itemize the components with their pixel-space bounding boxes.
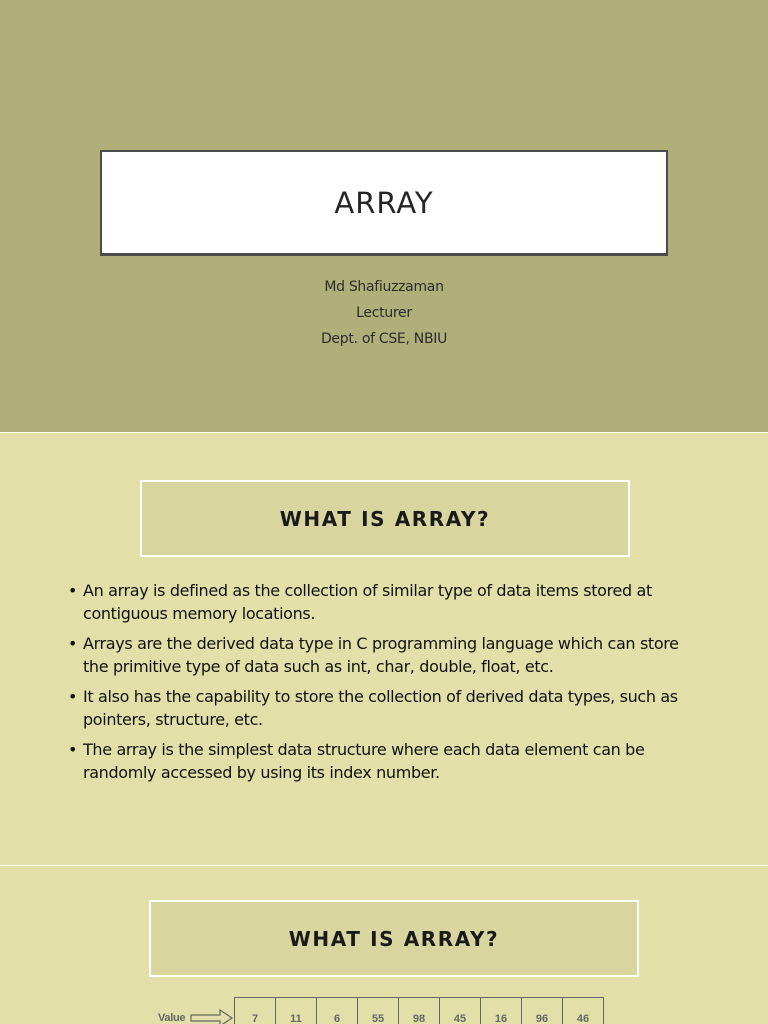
author-name: Md Shafiuzzaman bbox=[324, 279, 444, 295]
bullet-item: • An array is defined as the collection of similar type of data items stored at contiguous memory locations. bbox=[68, 579, 698, 625]
array-cell: 55 bbox=[358, 997, 399, 1024]
title-box bbox=[100, 150, 668, 256]
author-department: Dept. of CSE, NBIU bbox=[320, 331, 448, 347]
array-cell: 96 bbox=[522, 997, 563, 1024]
array-cell: 16 bbox=[481, 997, 522, 1024]
array-cell: 11 bbox=[276, 997, 317, 1024]
array-cell: 7 bbox=[235, 997, 276, 1024]
subtitle-block bbox=[0, 274, 768, 352]
slide-array-diagram bbox=[0, 866, 768, 1024]
heading-box bbox=[140, 480, 630, 557]
right-arrow-icon bbox=[190, 1008, 234, 1024]
bullet-item: • It also has the capability to store the collection of derived data types, such as pointers, structure, etc. bbox=[68, 685, 698, 731]
bullet-item: • The array is the simplest data structure where each data element can be randomly accessed by using its index number. bbox=[68, 738, 698, 784]
array-cell: 46 bbox=[563, 997, 604, 1024]
slide-title bbox=[0, 0, 768, 432]
heading-box bbox=[149, 900, 639, 977]
bullet-list bbox=[68, 579, 698, 791]
array-cells bbox=[234, 997, 604, 1024]
bullet-item: • Arrays are the derived data type in C programming language which can store the primitive type of data such as int, char, double, float, etc. bbox=[68, 632, 698, 678]
array-diagram bbox=[158, 997, 604, 1024]
slide-title-text: ARRAY bbox=[334, 185, 434, 220]
array-cell: 45 bbox=[440, 997, 481, 1024]
value-row-label: Value bbox=[158, 1012, 186, 1024]
slide-what-is-array bbox=[0, 433, 768, 865]
array-cell: 98 bbox=[399, 997, 440, 1024]
slide-heading: WHAT IS ARRAY? bbox=[279, 506, 491, 531]
slide-heading: WHAT IS ARRAY? bbox=[288, 926, 500, 951]
author-role: Lecturer bbox=[356, 305, 412, 321]
array-cell: 6 bbox=[317, 997, 358, 1024]
